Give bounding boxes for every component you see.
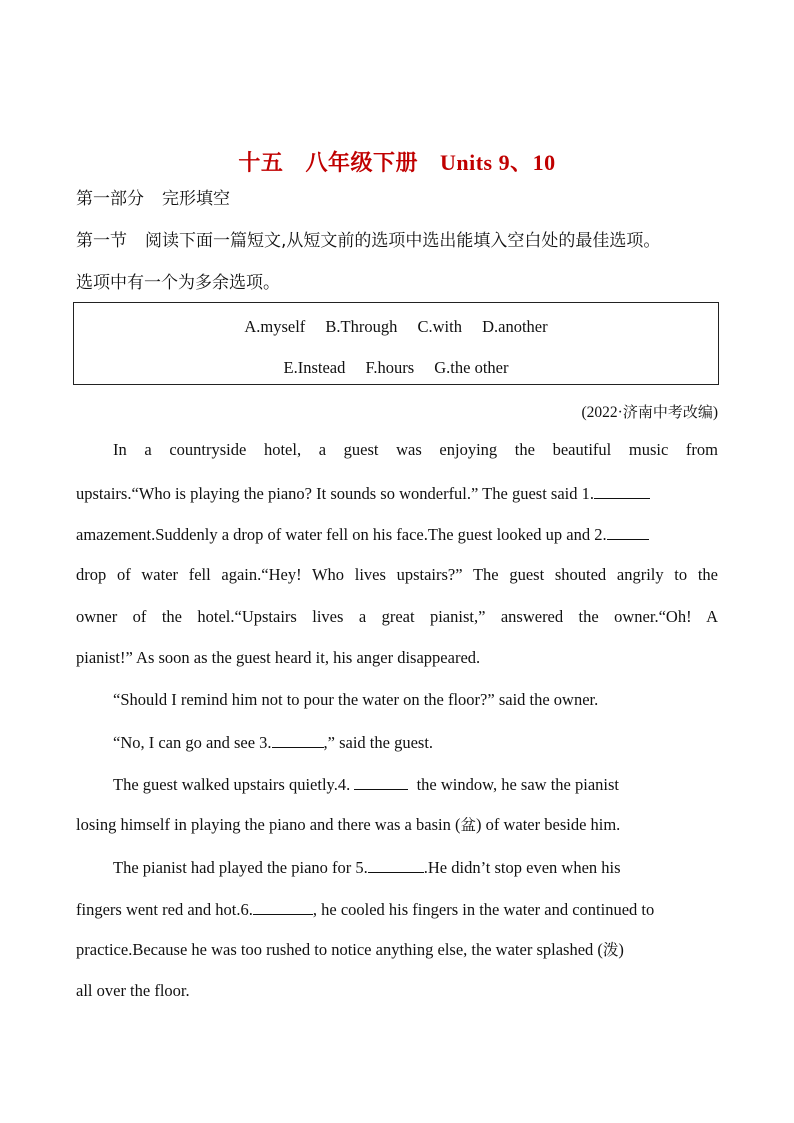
part-label: 第一部分	[76, 189, 144, 209]
passage-line-14: all over the floor.	[76, 981, 190, 1000]
option-f: F.hours	[365, 358, 415, 377]
passage-line-11: The pianist had played the piano for 5. .He didn’t stop even when his	[113, 858, 621, 877]
options-box	[73, 302, 719, 385]
passage-line-8: “No, I can go and see 3. ,” said the guest.	[113, 733, 434, 752]
passage-line-13: practice.Because he was too rushed to notice anything else, the water splashed (泼)	[76, 940, 624, 959]
passage-line-7: “Should I remind him not to pour the water on the floor?” said the owner.	[113, 690, 599, 709]
title-number: 十五	[238, 151, 284, 176]
passage-line-12: fingers went red and hot.6. , he cooled his fingers in the water and continued to	[76, 900, 655, 919]
passage-line-4: drop of water fell again.“Hey! Who lives upstairs?” The guest shouted angrily to the	[76, 565, 718, 584]
title-units: Units 9、10	[439, 150, 556, 175]
instruction-text-1: 阅读下面一篇短文,从短文前的选项中选出能填入空白处的最佳选项。	[145, 231, 661, 251]
options-row-1	[74, 317, 718, 337]
instruction-text-2: 选项中有一个为多余选项。	[76, 273, 280, 293]
blank-3[interactable]	[272, 733, 324, 748]
passage-line-2: upstairs.“Who is playing the piano? It sounds so wonderful.” The guest said 1.	[76, 484, 718, 503]
blank-4[interactable]	[354, 775, 408, 790]
options-row-2	[74, 358, 718, 378]
instruction-line-2	[76, 275, 280, 292]
passage-line-3: amazement.Suddenly a drop of water fell on his face.The guest looked up and 2.	[76, 525, 718, 544]
option-c: C.with	[417, 317, 462, 336]
source-note: (2022·济南中考改编)	[581, 403, 718, 421]
option-a: A.myself	[244, 317, 306, 336]
option-b: B.Through	[325, 317, 398, 336]
blank-6[interactable]	[253, 900, 313, 915]
passage-line-6: pianist!” As soon as the guest heard it, his anger disappeared.	[76, 648, 481, 667]
blank-1[interactable]	[594, 484, 650, 499]
option-g: G.the other	[434, 358, 509, 377]
part-heading	[76, 191, 230, 208]
passage-line-9: The guest walked upstairs quietly.4. the window, he saw the pianist	[113, 775, 619, 794]
instruction-line-1	[76, 233, 660, 250]
blank-5[interactable]	[368, 858, 424, 873]
title-grade: 八年级下册	[305, 151, 418, 176]
passage-line-10: losing himself in playing the piano and there was a basin (盆) of water beside him.	[76, 815, 621, 834]
passage-line-1: In a countryside hotel, a guest was enjoying the beautiful music from	[113, 440, 718, 459]
part-name: 完形填空	[162, 189, 230, 209]
sub-label: 第一节	[76, 231, 127, 251]
option-d: D.another	[482, 317, 548, 336]
passage-line-5: owner of the hotel.“Upstairs lives a great pianist,” answered the owner.“Oh! A	[76, 607, 718, 626]
option-e: E.Instead	[283, 358, 346, 377]
blank-2[interactable]	[607, 525, 649, 540]
page-title	[0, 146, 794, 177]
